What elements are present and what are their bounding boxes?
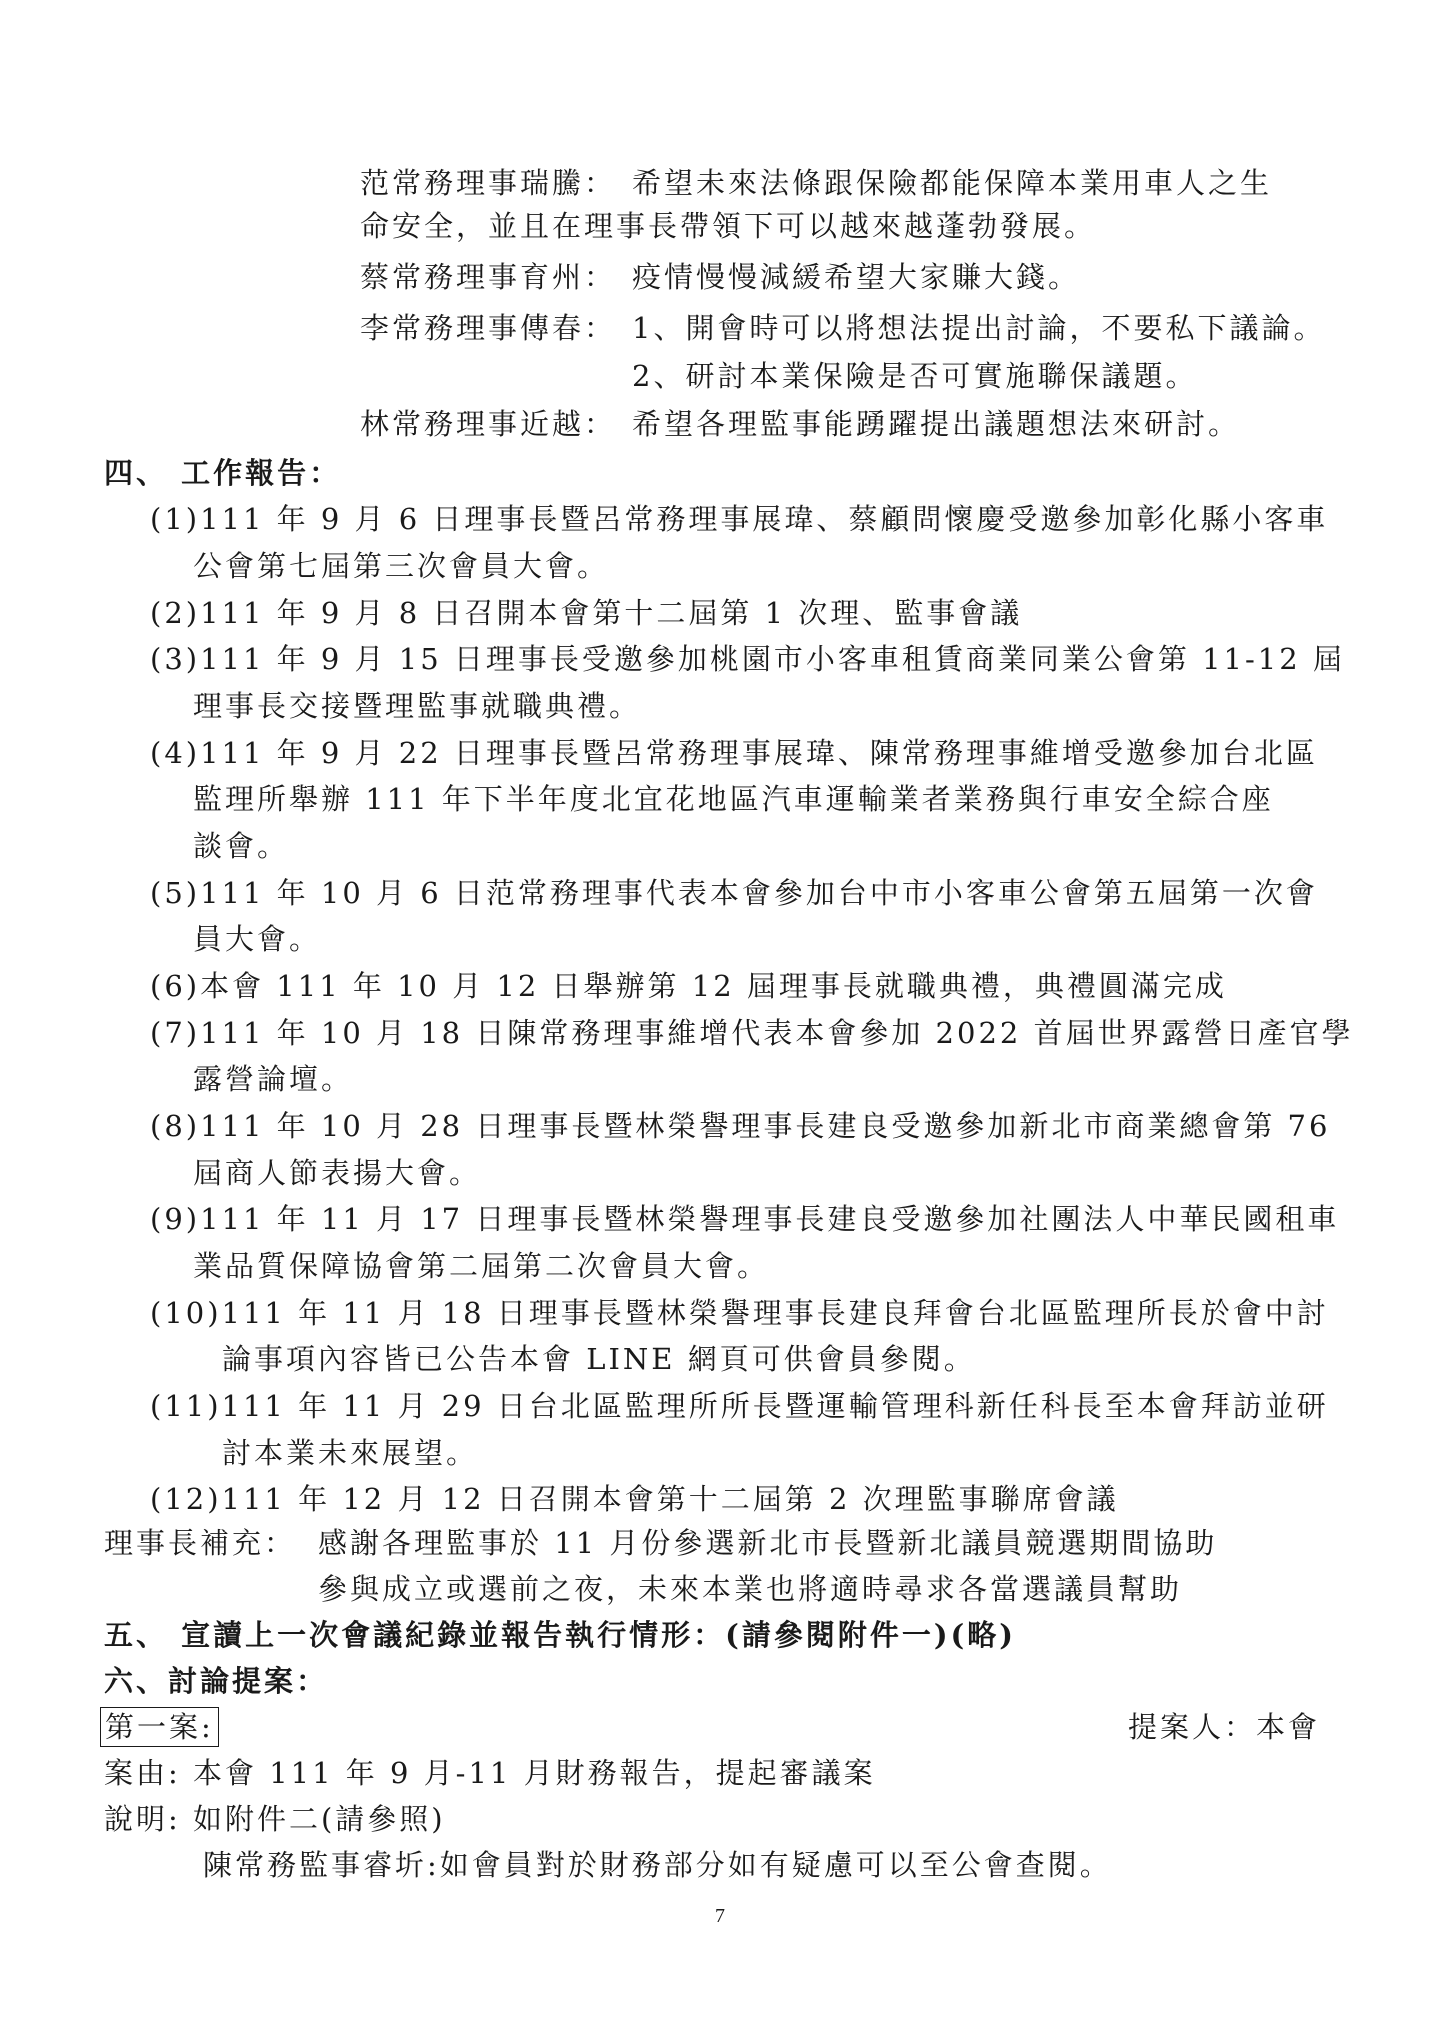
report-item: (7)111 年 10 月 18 日陳常務理事維增代表本會參加 2022 首屆世界露營日產官學 <box>150 1016 1354 1050</box>
comment-text: 2、研討本業保險是否可實施聯保議題。 <box>632 359 1198 393</box>
section-heading: 六、討論提案： <box>104 1664 329 1698</box>
report-item-cont: 露營論壇。 <box>193 1062 354 1096</box>
comment-speaker: 李常務理事傳春： <box>360 311 617 345</box>
report-item-cont: 理事長交接暨理監事就職典禮。 <box>193 689 642 723</box>
section-heading: 五、 宣讀上一次會議紀錄並報告執行情形：(請參閱附件一)(略) <box>104 1618 1016 1652</box>
report-item: (1)111 年 9 月 6 日理事長暨呂常務理事展瑋、蔡顧問懷慶受邀參加彰化縣小客車 <box>150 502 1329 536</box>
case-label: 第一案: <box>100 1707 219 1747</box>
report-item-cont: 監理所舉辦 111 年下半年度北宜花地區汽車運輸業者業務與行車安全綜合座 <box>193 782 1274 816</box>
page-number: 7 <box>715 1905 725 1927</box>
comment-text: 希望各理監事能踴躍提出議題想法來研討。 <box>632 407 1241 441</box>
comment-speaker: 林常務理事近越： <box>360 407 617 441</box>
report-item: (4)111 年 9 月 22 日理事長暨呂常務理事展瑋、陳常務理事維增受邀參加台北區 <box>150 736 1318 770</box>
comment-text: 希望未來法條跟保險都能保障本業用車人之生 <box>632 166 1273 200</box>
supplement-label: 理事長補充： <box>104 1526 297 1560</box>
report-item: (3)111 年 9 月 15 日理事長受邀參加桃園市小客車租賃商業同業公會第 11-12 屆 <box>150 642 1345 676</box>
report-item-cont: 員大會。 <box>193 922 322 956</box>
report-item: (11)111 年 11 月 29 日台北區監理所所長暨運輸管理科新任科長至本會拜訪並研 <box>150 1389 1329 1423</box>
report-item-cont: 談會。 <box>193 829 290 863</box>
report-item: (2)111 年 9 月 8 日召開本會第十二屆第 1 次理、監事會議 <box>150 596 1023 630</box>
comment-text: 命安全，並且在理事長帶領下可以越來越蓬勃發展。 <box>360 209 1097 243</box>
report-item: (8)111 年 10 月 28 日理事長暨林榮譽理事長建良受邀參加新北市商業總會第 76 <box>150 1109 1331 1143</box>
case-reason: 案由: 本會 111 年 9 月-11 月財務報告，提起審議案 <box>104 1756 876 1790</box>
report-item: (9)111 年 11 月 17 日理事長暨林榮譽理事長建良受邀參加社團法人中華民國租車 <box>150 1202 1340 1236</box>
comment-speaker: 范常務理事瑞騰： <box>360 166 617 200</box>
comment-speaker: 蔡常務理事育州： <box>360 260 617 294</box>
report-item-cont: 業品質保障協會第二屆第二次會員大會。 <box>193 1249 770 1283</box>
comment-text: 1、開會時可以將想法提出討論，不要私下議論。 <box>632 311 1326 345</box>
case-explanation: 說明: 如附件二(請參照) <box>104 1802 446 1836</box>
case-note: 陳常務監事睿圻:如會員對於財務部分如有疑慮可以至公會查閱。 <box>203 1848 1112 1882</box>
report-item-cont: 討本業未來展望。 <box>222 1436 479 1470</box>
report-item-cont: 屆商人節表揚大會。 <box>193 1156 482 1190</box>
proposer: 提案人：本會 <box>1128 1710 1321 1744</box>
report-item: (12)111 年 12 月 12 日召開本會第十二屆第 2 次理監事聯席會議 <box>150 1482 1119 1516</box>
supplement-text: 參與成立或選前之夜，未來本業也將適時尋求各當選議員幫助 <box>318 1572 1183 1606</box>
report-item: (5)111 年 10 月 6 日范常務理事代表本會參加台中市小客車公會第五屆第一次會 <box>150 876 1318 910</box>
case-label-box <box>100 1706 219 1748</box>
report-item-cont: 公會第七屆第三次會員大會。 <box>193 549 610 583</box>
report-item-cont: 論事項內容皆已公告本會 LINE 網頁可供會員參閱。 <box>222 1342 976 1376</box>
comment-text: 疫情慢慢減緩希望大家賺大錢。 <box>632 260 1081 294</box>
report-item: (6)本會 111 年 10 月 12 日舉辦第 12 屆理事長就職典禮，典禮圓滿完成 <box>150 969 1227 1003</box>
supplement-text: 感謝各理監事於 11 月份參選新北市長暨新北議員競選期間協助 <box>318 1526 1218 1560</box>
report-item: (10)111 年 11 月 18 日理事長暨林榮譽理事長建良拜會台北區監理所長於會中討 <box>150 1296 1329 1330</box>
section-heading: 四、 工作報告： <box>104 456 342 490</box>
